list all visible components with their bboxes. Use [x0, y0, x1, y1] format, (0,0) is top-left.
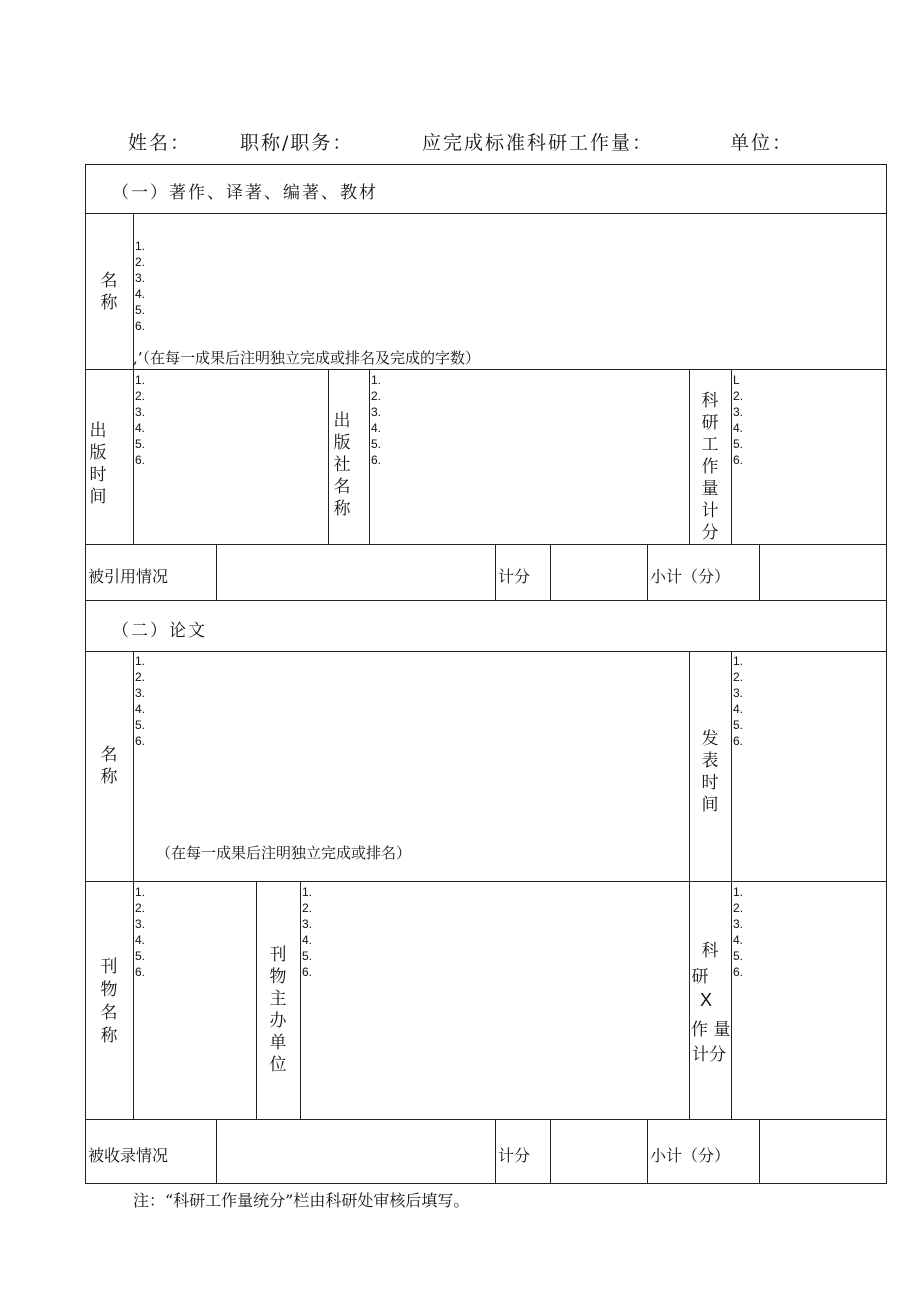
list-item: 5.: [733, 437, 744, 451]
list-item: 5.: [135, 949, 146, 963]
paper-score-label-2: 研: [691, 967, 709, 987]
row-divider: [85, 600, 887, 601]
list-item: 5.: [733, 949, 744, 963]
list-item: 3.: [371, 405, 382, 419]
book-pubtime-label: 出版时间: [89, 421, 107, 507]
row-divider: [85, 1119, 887, 1120]
journal-name-list: [135, 884, 145, 980]
section-title-papers: （二）论文: [112, 621, 207, 641]
list-item: 1.: [733, 885, 744, 899]
col-divider: [495, 1119, 496, 1184]
list-item: 4.: [733, 421, 744, 435]
list-item: 1.: [302, 885, 313, 899]
list-item: 6.: [733, 965, 744, 979]
col-divider: [216, 1119, 217, 1184]
col-divider: [689, 369, 690, 544]
book-name-note: ,’（在每一成果后注明独立完成或排名及完成的字数）: [133, 349, 481, 367]
list-item: 3.: [135, 405, 146, 419]
footer-note: 注：“科研工作量统分”栏由科研处审核后填写。: [133, 1191, 470, 1210]
indexed-points-label: 计分: [498, 1146, 531, 1165]
list-item: 1.: [135, 885, 146, 899]
paper-score-label-1: 科: [701, 941, 719, 961]
list-item: 2.: [371, 389, 382, 403]
list-item: 5.: [135, 718, 146, 732]
list-item: 4.: [135, 287, 146, 301]
list-item: 3.: [135, 271, 146, 285]
paper-score-label-5: 计分: [692, 1045, 726, 1065]
paper-name-note: （在每一成果后注明独立完成或排名）: [156, 844, 412, 862]
list-item: 1.: [135, 654, 146, 668]
list-item: 5.: [371, 437, 382, 451]
unit-label: 单位：: [730, 132, 794, 154]
paper-name-label: 名称: [100, 745, 118, 787]
journal-sponsor-label: 刊物主办单位: [269, 945, 287, 1075]
row-divider: [85, 544, 887, 545]
cited-subtotal-label: 小计（分）: [650, 567, 731, 586]
col-divider: [369, 369, 370, 544]
list-item: 2.: [733, 389, 744, 403]
paper-name-list: [135, 653, 145, 749]
col-divider: [550, 544, 551, 600]
list-item: 1.: [135, 373, 146, 387]
col-divider: [759, 1119, 760, 1184]
list-item: 2.: [135, 255, 146, 269]
list-item: 6.: [135, 965, 146, 979]
title-position-label: 职称/职务：: [240, 132, 354, 154]
list-item: 2.: [135, 389, 146, 403]
list-item: 6.: [135, 734, 146, 748]
list-item: 5.: [302, 949, 313, 963]
list-item: 5.: [135, 303, 146, 317]
list-item: 4.: [135, 702, 146, 716]
col-divider: [300, 881, 301, 1119]
section-title-books: （一）著作、译著、编著、教材: [112, 183, 378, 203]
list-item: 3.: [135, 917, 146, 931]
list-item: 3.: [733, 917, 744, 931]
name-label: 姓名：: [128, 132, 192, 154]
col-divider: [133, 651, 134, 1119]
col-divider: [495, 544, 496, 600]
book-pubtime-list: [135, 372, 145, 468]
list-item: 4.: [371, 421, 382, 435]
list-item: 1.: [371, 373, 382, 387]
col-divider: [759, 544, 760, 600]
list-item: 6.: [135, 453, 146, 467]
col-divider: [328, 369, 329, 544]
list-item: 6.: [733, 453, 744, 467]
list-item: 5.: [135, 437, 146, 451]
col-divider: [550, 1119, 551, 1184]
list-item: 3.: [733, 405, 744, 419]
cited-points-label: 计分: [498, 567, 531, 586]
list-item: 4.: [135, 933, 146, 947]
paper-score-list: [733, 884, 743, 980]
standard-workload-label: 应完成标准科研工作量：: [422, 132, 654, 154]
list-item: 1.: [733, 654, 744, 668]
paper-pubtime-label: 发表时间: [701, 729, 719, 815]
indexed-subtotal-label: 小计（分）: [650, 1146, 731, 1165]
row-divider: [85, 213, 887, 214]
list-item: 6.: [135, 319, 146, 333]
list-item: 6.: [371, 453, 382, 467]
book-name-label: 名称: [100, 271, 118, 313]
row-divider: [85, 369, 887, 370]
list-item: 3.: [733, 686, 744, 700]
list-item: 1.: [135, 239, 146, 253]
list-item: 2.: [302, 901, 313, 915]
col-divider: [647, 1119, 648, 1184]
list-item: 4.: [302, 933, 313, 947]
col-divider: [731, 369, 732, 544]
list-item: 2.: [733, 670, 744, 684]
col-divider: [256, 881, 257, 1119]
book-publisher-label: 出版社名称: [333, 411, 351, 519]
list-item: 6.: [302, 965, 313, 979]
col-divider: [689, 651, 690, 1119]
col-divider: [216, 544, 217, 600]
list-item: 2.: [135, 901, 146, 915]
book-publisher-list: [371, 372, 381, 468]
cited-label: 被引用情况: [88, 567, 169, 586]
list-item: 3.: [135, 686, 146, 700]
book-name-list: [135, 238, 145, 334]
col-divider: [133, 213, 134, 544]
journal-sponsor-list: [302, 884, 312, 980]
book-score-label: 科研工作量计分: [701, 391, 719, 543]
paper-score-label-4: 作 量: [691, 1020, 731, 1040]
paper-score-label-3: X: [700, 990, 713, 1010]
row-divider: [85, 881, 887, 882]
list-item: 2.: [135, 670, 146, 684]
list-item: L: [733, 373, 740, 387]
col-divider: [731, 651, 732, 1119]
list-item: 4.: [733, 933, 744, 947]
list-item: 4.: [135, 421, 146, 435]
list-item: 3.: [302, 917, 313, 931]
journal-name-label: 刊物名称: [100, 957, 118, 1046]
list-item: 2.: [733, 901, 744, 915]
list-item: 6.: [733, 734, 744, 748]
indexed-label: 被收录情况: [88, 1146, 169, 1165]
col-divider: [647, 544, 648, 600]
book-score-list: [733, 372, 743, 468]
workload-form-table: [85, 164, 887, 1184]
paper-pubtime-list: [733, 653, 743, 749]
list-item: 4.: [733, 702, 744, 716]
list-item: 5.: [733, 718, 744, 732]
row-divider: [85, 651, 887, 652]
